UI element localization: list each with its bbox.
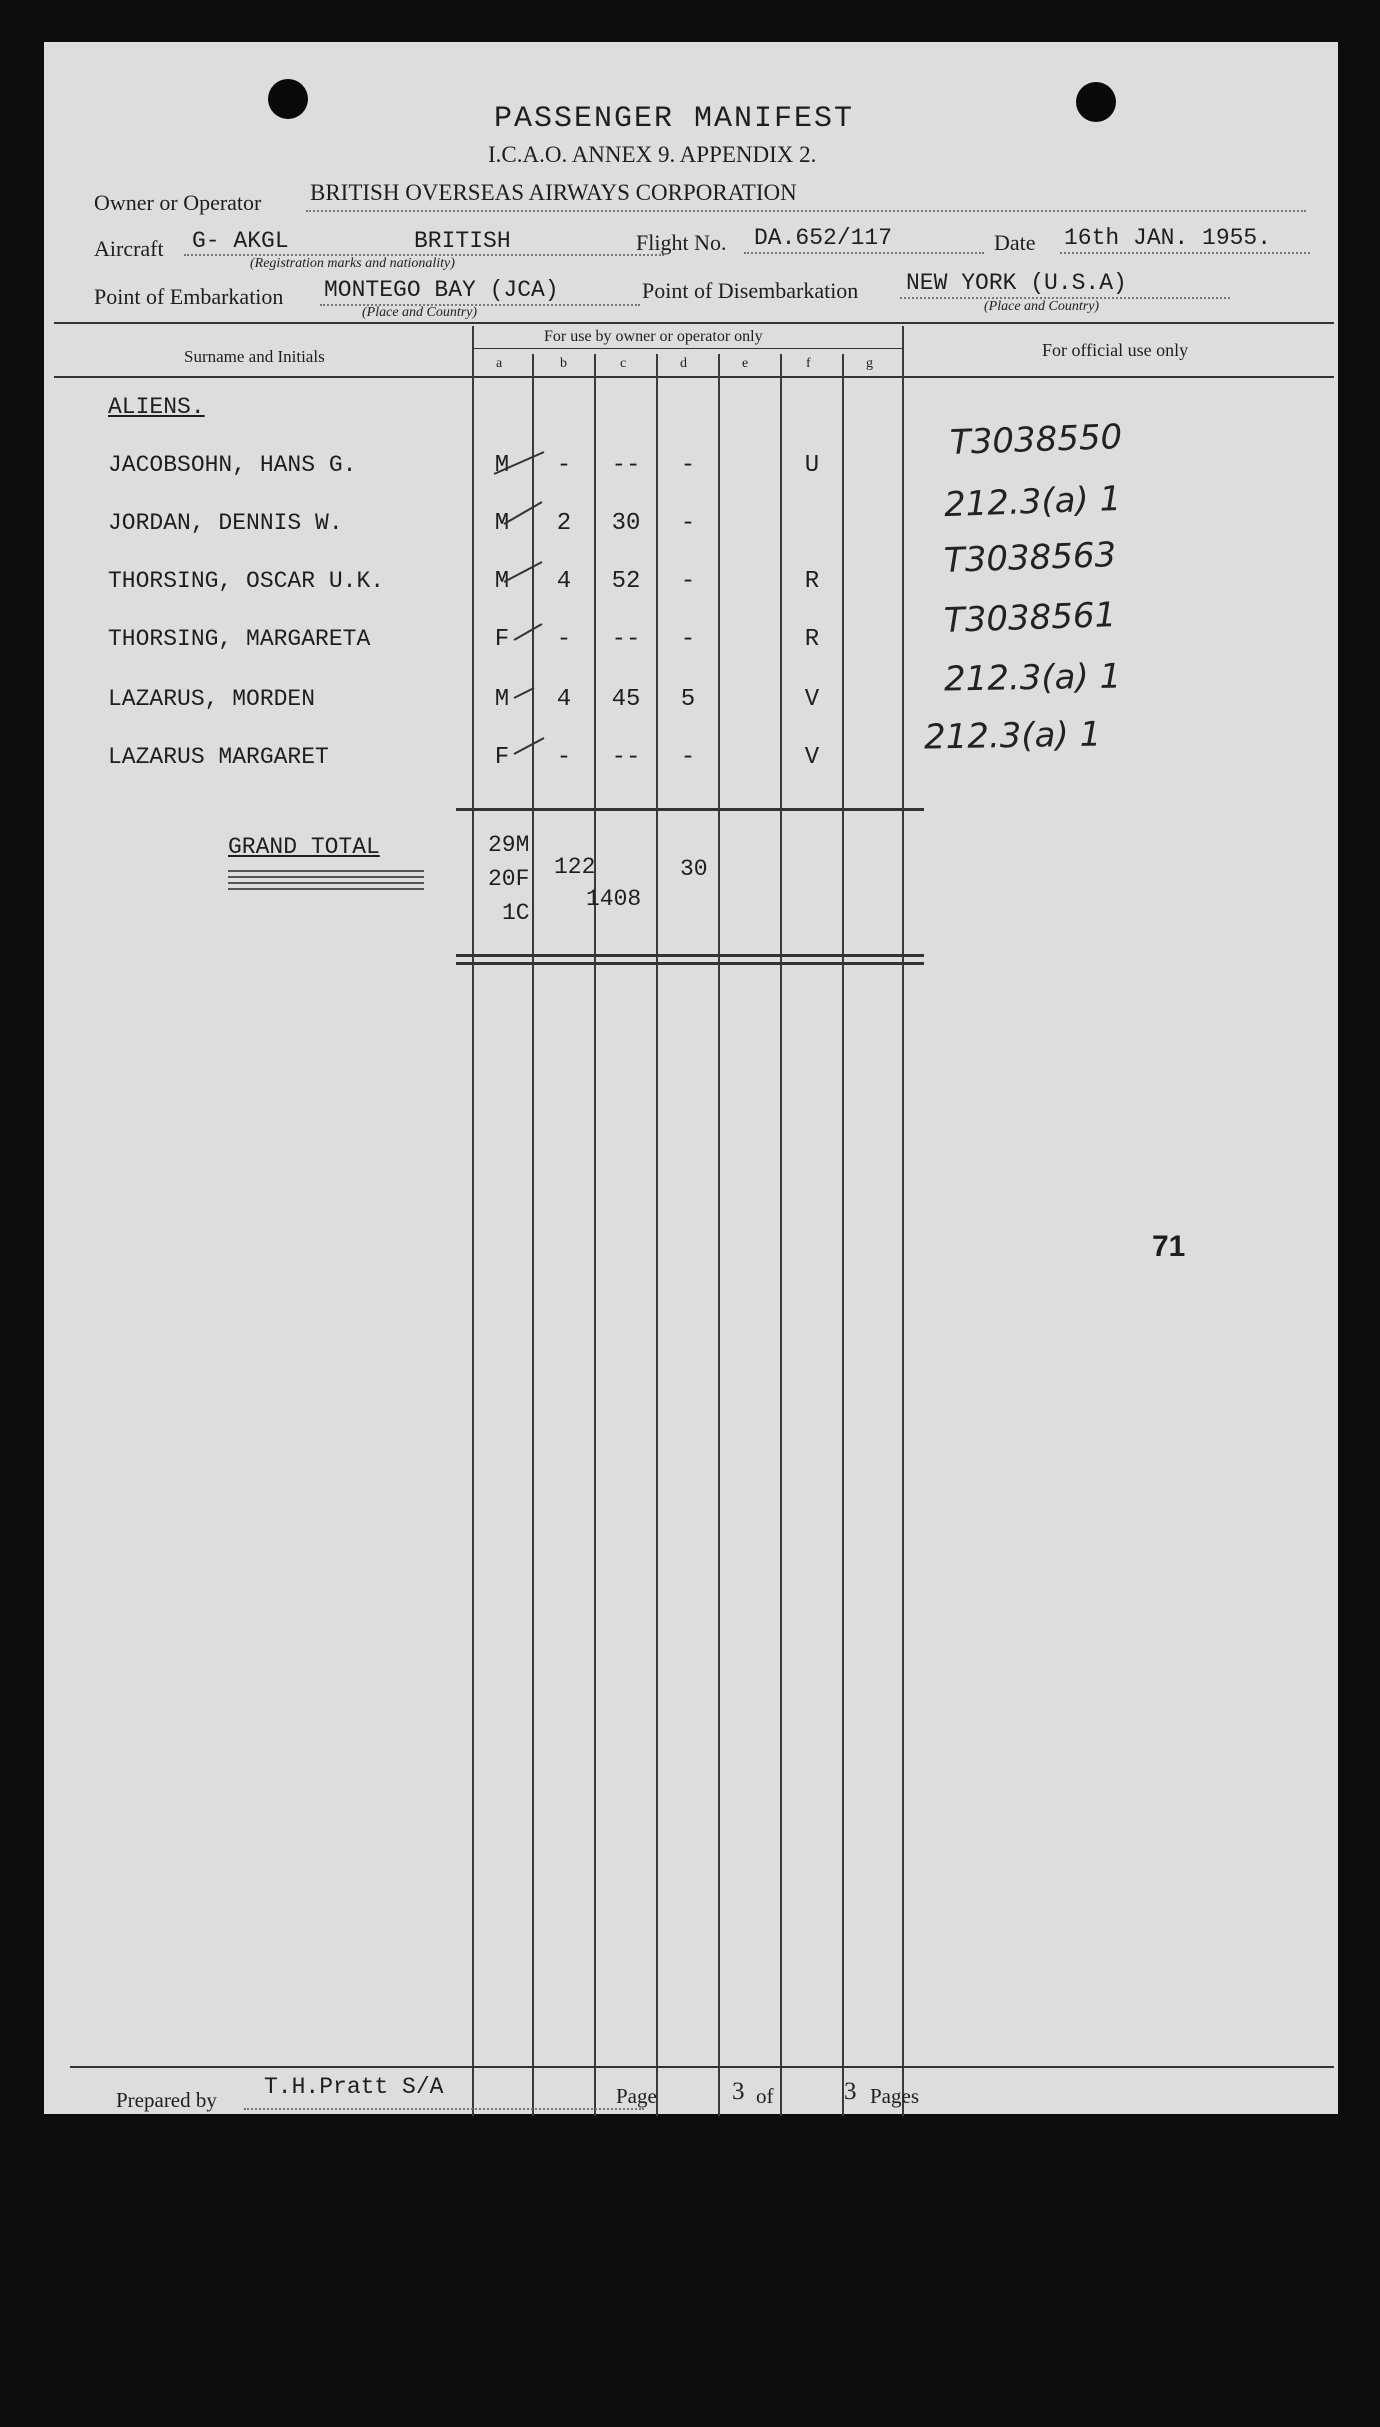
official-note: 212.3(a) 1: [943, 656, 1122, 700]
cell-f: U: [804, 452, 820, 479]
subcolumn-f: f: [806, 356, 811, 371]
official-note: T3038550: [949, 417, 1123, 463]
flight-label: Flight No.: [636, 230, 727, 255]
owner-label: Owner or Operator: [94, 190, 262, 215]
cell-d: -: [680, 452, 696, 479]
grand-total-label: GRAND TOTAL: [228, 834, 380, 860]
cell-sex: M: [494, 510, 510, 537]
passenger-name: LAZARUS, MORDEN: [108, 686, 316, 712]
official-note: T3038561: [943, 595, 1117, 641]
page-number: 3: [732, 2078, 745, 2105]
page-total: 3: [844, 2078, 857, 2105]
manifest-subtitle: I.C.A.O. ANNEX 9. APPENDIX 2.: [488, 142, 817, 167]
footer-rule: [70, 2066, 1334, 2068]
cell-sex: M: [494, 686, 510, 713]
embarkation-value: MONTEGO BAY (JCA): [324, 277, 559, 303]
disembarkation-label: Point of Disembarkation: [642, 278, 859, 303]
embarkation-label: Point of Embarkation: [94, 284, 284, 309]
passenger-name: JACOBSOHN, HANS G.: [108, 452, 357, 478]
name-column-header: Surname and Initials: [184, 347, 325, 366]
official-note: T3038563: [943, 535, 1117, 581]
subcolumn-g: g: [866, 356, 873, 371]
official-note: 212.3(a) 1: [943, 478, 1122, 526]
date-label: Date: [994, 230, 1036, 255]
passenger-name: JORDAN, DENNIS W.: [108, 510, 343, 536]
cell-c: 52: [611, 568, 641, 595]
punch-hole-right: [1076, 82, 1116, 122]
prepared-by-label: Prepared by: [116, 2088, 217, 2112]
cell-c: 30: [611, 510, 641, 537]
cell-f: R: [804, 626, 820, 653]
total-rule-bottom-1: [456, 954, 924, 957]
subcolumn-a: a: [496, 356, 503, 371]
cell-c: --: [611, 744, 641, 771]
flight-number: DA.652/117: [754, 225, 893, 251]
passenger-name: LAZARUS MARGARET: [108, 744, 329, 770]
total-b: 122: [554, 854, 596, 880]
cell-d: -: [680, 626, 696, 653]
passenger-name: THORSING, OSCAR U.K.: [108, 568, 385, 594]
total-females: 20F: [488, 866, 530, 892]
official-use-header: For official use only: [1042, 340, 1189, 360]
manifest-sheet: [44, 42, 1338, 2114]
cell-b: -: [556, 744, 572, 771]
total-males: 29M: [488, 832, 530, 858]
table-header-rule: [54, 376, 1334, 378]
total-rule-bottom-2: [456, 962, 924, 965]
cell-b: 4: [556, 568, 572, 595]
cell-d: 5: [680, 686, 696, 713]
owner-value: BRITISH OVERSEAS AIRWAYS CORPORATION: [310, 180, 797, 205]
page-label: Page: [616, 2084, 657, 2108]
total-c: 1408: [586, 886, 642, 912]
subcolumn-e: e: [742, 356, 749, 371]
prepared-by-value: T.H.Pratt S/A: [264, 2074, 444, 2100]
official-note: 212.3(a) 1: [923, 714, 1102, 758]
date-value: 16th JAN. 1955.: [1064, 225, 1272, 251]
aircraft-nationality: BRITISH: [414, 228, 511, 254]
cell-sex: M: [494, 452, 510, 479]
aircraft-note: (Registration marks and nationality): [250, 256, 455, 271]
cell-b: -: [556, 452, 572, 479]
aircraft-label: Aircraft: [94, 236, 164, 261]
cell-sex: M: [494, 568, 510, 595]
cell-c: --: [611, 452, 641, 479]
subcolumn-c: c: [620, 356, 627, 371]
total-children: 1C: [502, 900, 530, 926]
section-label-aliens: ALIENS.: [108, 394, 205, 420]
total-rule-top: [456, 808, 924, 811]
cell-f: V: [804, 686, 820, 713]
subcolumn-d: d: [680, 356, 687, 371]
embarkation-note: (Place and Country): [362, 305, 478, 320]
manifest-title: PASSENGER MANIFEST: [494, 102, 855, 136]
cell-f: V: [804, 744, 820, 771]
cell-b: -: [556, 626, 572, 653]
cell-b: 4: [556, 686, 572, 713]
cell-b: 2: [556, 510, 572, 537]
cell-sex: F: [494, 626, 510, 653]
subcolumn-b: b: [560, 356, 567, 371]
check-marks: [444, 432, 604, 792]
pages-label: Pages: [870, 2084, 919, 2108]
owner-use-header: For use by owner or operator only: [544, 328, 763, 345]
passenger-name: THORSING, MARGARETA: [108, 626, 371, 652]
cell-d: -: [680, 744, 696, 771]
of-label: of: [756, 2084, 774, 2108]
cell-sex: F: [494, 744, 510, 771]
cell-c: --: [611, 626, 641, 653]
disembarkation-value: NEW YORK (U.S.A): [906, 270, 1127, 296]
cell-d: -: [680, 510, 696, 537]
disembarkation-note: (Place and Country): [984, 299, 1100, 314]
punch-hole-left: [268, 79, 308, 119]
cell-f: R: [804, 568, 820, 595]
cell-d: -: [680, 568, 696, 595]
cell-c: 45: [611, 686, 641, 713]
table-top-rule: [54, 322, 1334, 324]
total-d: 30: [680, 856, 708, 882]
aircraft-registration: G- AKGL: [192, 228, 289, 254]
margin-page-number: 71: [1152, 1230, 1186, 1263]
